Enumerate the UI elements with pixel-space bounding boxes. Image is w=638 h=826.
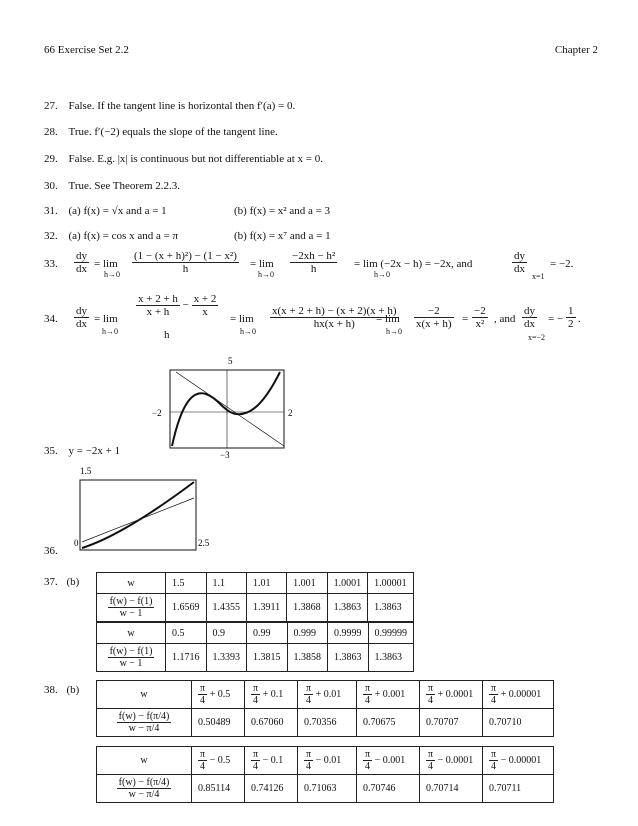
table-38-left	[96, 746, 554, 803]
table-cell: 1.00001	[368, 573, 414, 594]
table-row	[97, 644, 414, 672]
table-cell: 1.3863	[328, 644, 369, 672]
limit-subscript: h→0	[104, 270, 120, 279]
item-number: 35.	[44, 445, 58, 457]
y-max-label: 5	[228, 356, 233, 366]
derivative-at-point: $\frac{dy}{dx}$	[514, 250, 525, 275]
table-cell: 0.70675	[357, 709, 420, 737]
table-cell: $\frac{\pi}{4}$ + 0.001	[357, 681, 420, 709]
item-30	[44, 180, 180, 192]
table-cell: 1.3858	[287, 644, 328, 672]
table-37-right	[96, 572, 414, 622]
table-cell: 0.71063	[298, 775, 357, 803]
table-cell: 1.01	[247, 573, 287, 594]
item-number: 29.	[44, 153, 58, 165]
table-37-left	[96, 622, 414, 672]
denominator-h: h	[164, 329, 170, 341]
item-text: False. E.g. |x| is continuous but not differentiable at x = 0.	[68, 153, 324, 165]
table-cell: 1.3911	[247, 594, 287, 622]
page-header-left: 66 Exercise Set 2.2	[44, 44, 129, 56]
item-number: 37.	[44, 576, 58, 588]
table-cell: 0.85114	[192, 775, 245, 803]
table-cell: $\frac{\pi}{4}$ − 0.01	[298, 747, 357, 775]
evaluation-point: x=1	[532, 272, 545, 281]
graph-36	[44, 462, 224, 558]
result-fraction: $\frac{1}{2}$	[568, 305, 574, 330]
table-cell: 1.1	[206, 573, 247, 594]
table-cell: $\frac{\pi}{4}$ − 0.1	[245, 747, 298, 775]
item-part: (b)	[66, 576, 80, 588]
tangent-line	[176, 372, 284, 446]
table-row	[97, 747, 554, 775]
table-cell: 1.3863	[368, 594, 414, 622]
row-header: $\frac{f(w) - f(\pi/4)}{w - \pi/4}$	[97, 709, 192, 737]
item-part-b: (b) f(x) = x⁷ and a = 1	[234, 230, 331, 242]
item-29	[44, 153, 323, 165]
table-cell: 0.74126	[245, 775, 298, 803]
limit-subscript: h→0	[386, 327, 402, 336]
derivative-result: $\frac{-2}{\text{x²}}$	[474, 305, 486, 330]
table-row	[97, 775, 554, 803]
item-text: False. If the tangent line is horizontal then f′(a) = 0.	[68, 100, 296, 112]
limit-subscript: h→0	[102, 327, 118, 336]
result: = lim (−2x − h) = −2x, and	[354, 258, 473, 270]
limit-subscript: h→0	[374, 270, 390, 279]
graph-frame	[80, 480, 196, 550]
item-38	[44, 684, 79, 696]
table-cell: $\frac{\pi}{4}$ + 0.01	[298, 681, 357, 709]
table-cell: 0.999	[287, 623, 328, 644]
table-cell: 0.70710	[483, 709, 554, 737]
item-34	[44, 293, 614, 345]
table-cell: 1.5	[166, 573, 207, 594]
table-cell: 0.70746	[357, 775, 420, 803]
item-number: 32.	[44, 230, 58, 242]
y-max-label: 1.5	[80, 466, 92, 476]
table-row	[97, 709, 554, 737]
table-cell: 0.70356	[298, 709, 357, 737]
table-cell: 1.3815	[247, 644, 288, 672]
result-prefix: = −	[548, 313, 564, 325]
table-cell: 0.50489	[192, 709, 245, 737]
limit: = lim	[94, 313, 118, 325]
item-part: (b)	[66, 684, 80, 696]
table-cell: 1.3863	[327, 594, 368, 622]
y-min-label: −3	[220, 450, 230, 460]
table-cell: 1.6569	[166, 594, 207, 622]
period: .	[578, 313, 581, 325]
derivative-lhs: $\frac{dy}{dx}$	[76, 250, 87, 275]
result-value: = −2.	[550, 258, 574, 270]
table-row	[97, 623, 414, 644]
table-row	[97, 573, 414, 594]
table-row	[97, 594, 414, 622]
table-cell: 1.3868	[287, 594, 328, 622]
num-term-1: $\frac{x + 2 + h}{x + h}$ − $\frac{x + 2}{x}$	[138, 293, 217, 318]
limit-subscript: h→0	[240, 327, 256, 336]
item-36	[44, 545, 58, 557]
x-max-label: 2	[288, 408, 293, 418]
table-cell: $\frac{\pi}{4}$ + 0.5	[192, 681, 245, 709]
curve	[82, 482, 194, 548]
limit: = lim	[94, 258, 118, 270]
x-max-label: 2.5	[198, 538, 210, 548]
item-number: 27.	[44, 100, 58, 112]
derivative-at-point: $\frac{dy}{dx}$	[524, 305, 535, 330]
table-cell: $\frac{\pi}{4}$ + 0.0001	[420, 681, 483, 709]
table-cell: $\frac{\pi}{4}$ − 0.00001	[483, 747, 554, 775]
table-cell: $\frac{\pi}{4}$ − 0.5	[192, 747, 245, 775]
item-number: 38.	[44, 684, 58, 696]
item-37	[44, 576, 79, 588]
header-cell: w	[97, 573, 166, 594]
limit: = lim	[250, 258, 274, 270]
simplified-quotient: $\frac{\text{−2xh − h²}}{h}$	[292, 250, 336, 275]
item-31	[44, 205, 331, 217]
table-cell: 0.99	[247, 623, 288, 644]
x-min-label: 0	[74, 538, 79, 548]
item-part-a: (a) f(x) = cos x and a = π	[68, 230, 179, 242]
item-text: y = −2x + 1	[68, 445, 121, 457]
combined-quotient: $\frac{x(x + 2 + h) - (x + 2)(x + h)}{hx(x + h)}$	[272, 305, 397, 330]
table-cell: $\frac{\pi}{4}$ − 0.001	[357, 747, 420, 775]
item-35	[44, 445, 120, 457]
table-cell: 1.3863	[368, 644, 414, 672]
item-text: True. f′(−2) equals the slope of the tangent line.	[68, 126, 278, 138]
item-32	[44, 230, 331, 242]
row-header: $\frac{f(w) - f(\pi/4)}{w - \pi/4}$	[97, 775, 192, 803]
item-number: 30.	[44, 180, 58, 192]
page-header-right: Chapter 2	[554, 44, 598, 56]
table-cell: $\frac{\pi}{4}$ − 0.0001	[420, 747, 483, 775]
secant-line	[82, 498, 194, 542]
table-cell: 0.70714	[420, 775, 483, 803]
limit: = lim	[376, 313, 400, 325]
item-28	[44, 126, 278, 138]
limit: = lim	[230, 313, 254, 325]
derivative-lhs: $\frac{dy}{dx}$	[76, 305, 87, 330]
limit-subscript: h→0	[258, 270, 274, 279]
table-cell: 0.9999	[328, 623, 369, 644]
table-cell: 1.0001	[327, 573, 368, 594]
reduced-quotient: $\frac{-2}{x(x + h)}$	[416, 305, 452, 330]
equals-sign: =	[462, 313, 469, 325]
item-number: 33.	[44, 258, 58, 270]
table-cell: 1.4355	[206, 594, 247, 622]
table-cell: 1.001	[287, 573, 328, 594]
curve	[172, 372, 280, 446]
item-part-a: (a) f(x) = √x and a = 1	[68, 205, 167, 217]
item-number: 28.	[44, 126, 58, 138]
graph-35	[150, 350, 310, 460]
x-min-label: −2	[152, 408, 162, 418]
item-33	[44, 250, 604, 290]
header-cell: w	[97, 747, 192, 775]
table-cell: 1.3393	[206, 644, 247, 672]
evaluation-point: x=−2	[528, 333, 546, 342]
table-row	[97, 681, 554, 709]
item-number: 36.	[44, 545, 58, 557]
table-38-right	[96, 680, 554, 737]
item-27	[44, 100, 295, 112]
table-cell: $\frac{\pi}{4}$ + 0.1	[245, 681, 298, 709]
table-cell: $\frac{\pi}{4}$ + 0.00001	[483, 681, 554, 709]
item-number: 34.	[44, 313, 58, 325]
item-text: True. See Theorem 2.2.3.	[68, 180, 181, 192]
table-cell: 0.5	[166, 623, 207, 644]
table-cell: 0.9	[206, 623, 247, 644]
table-cell: 0.67060	[245, 709, 298, 737]
difference-quotient: $\frac{\text{(1 − (x + h)²) − (1 − x²)}}{h}$	[134, 250, 237, 275]
table-cell: 1.1716	[166, 644, 207, 672]
header-cell: w	[97, 681, 192, 709]
row-header: $\frac{f(w) - f(1)}{w - 1}$	[97, 594, 166, 622]
table-cell: 0.70707	[420, 709, 483, 737]
table-cell: 0.99999	[368, 623, 414, 644]
header-cell: w	[97, 623, 166, 644]
and-text: , and	[494, 313, 516, 325]
item-part-b: (b) f(x) = x² and a = 3	[234, 205, 331, 217]
table-cell: 0.70711	[483, 775, 554, 803]
item-number: 31.	[44, 205, 58, 217]
row-header: $\frac{f(w) - f(1)}{w - 1}$	[97, 644, 166, 672]
